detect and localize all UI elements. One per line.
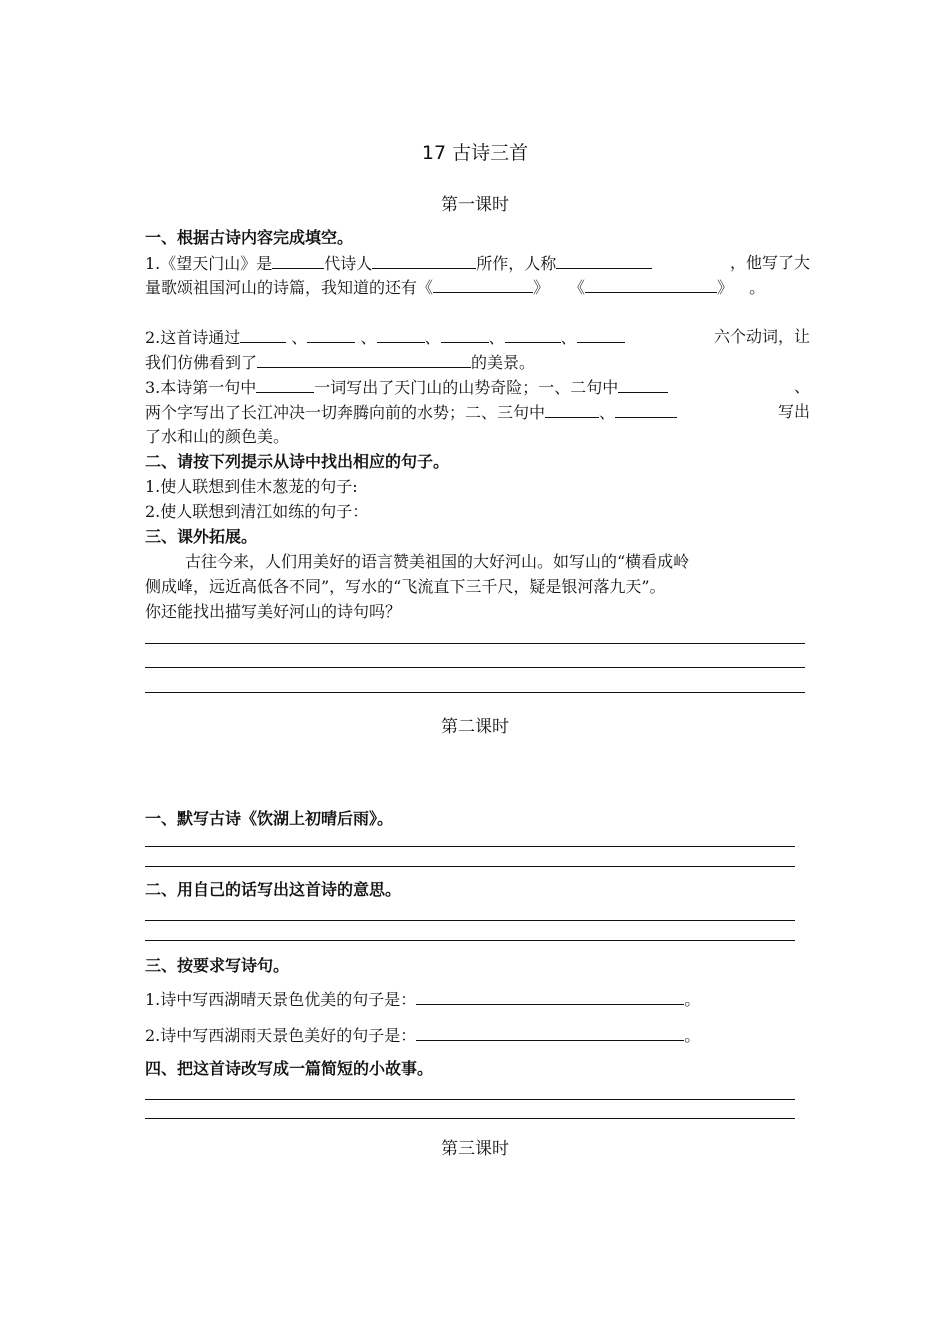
l1-q3-text-f: 写出 [777, 402, 810, 421]
l1-q3-blank-char1[interactable] [618, 374, 668, 393]
l1-s3-paragraph-line3: 你还能找出描写美好河山的诗句吗？ [145, 602, 402, 621]
answer-line[interactable] [145, 940, 795, 941]
l1-q2-blank-3[interactable] [377, 324, 425, 343]
l1-q2-sep: 、 [360, 328, 377, 347]
answer-line[interactable] [145, 920, 795, 921]
l1-q3-text-e: 、 [599, 403, 616, 422]
l2-s3-q1-text: 1.诗中写西湖晴天景色优美的句子是： [145, 990, 417, 1009]
l1-q3-blank-color1[interactable] [545, 399, 599, 418]
l1-q2-blank-6[interactable] [577, 324, 625, 343]
l2-section-3-heading: 三、按要求写诗句。 [145, 956, 290, 975]
l1-q3-text-b: 一词写出了天门山的山势奇险；一、二句中 [314, 378, 619, 397]
l1-s3-paragraph-line1: 古往今来，人们用美好的语言赞美祖国的大好河山。如写山的“横看成岭 [185, 552, 690, 571]
l1-section-3-heading: 三、课外拓展。 [145, 527, 258, 546]
l1-q1-blank-title[interactable] [556, 250, 652, 269]
l1-q2-blank-1[interactable] [240, 324, 286, 343]
l2-s3-q2-blank[interactable] [416, 1022, 684, 1041]
l1-section-2-heading: 二、请按下列提示从诗中找出相应的句子。 [145, 452, 450, 471]
lesson-1-heading: 第一课时 [441, 195, 509, 215]
l1-q2-text-d: 的美景。 [471, 353, 536, 372]
l1-q1-text-g: 《 [569, 278, 586, 297]
l1-q2-sep: 、 [560, 328, 577, 347]
l2-section-1-heading: 一、默写古诗《饮湖上初晴后雨》。 [145, 809, 394, 828]
l2-section-4-heading: 四、把这首诗改写成一篇简短的小故事。 [145, 1059, 434, 1078]
l1-q2-line2 [145, 349, 810, 375]
l1-q1-text-f: 》 [533, 278, 550, 297]
l1-q3-text-g: 了水和山的颜色美。 [145, 427, 290, 446]
l1-s3-paragraph-line2: 侧成峰，远近高低各不同”，写水的“飞流直下三千尺，疑是银河落九天”。 [145, 577, 666, 596]
l1-q2-line1 [145, 324, 810, 350]
l2-s3-q2-end: 。 [684, 1026, 701, 1045]
l1-q1-blank-poet[interactable] [372, 250, 476, 269]
page-title: 17 古诗三首 [421, 142, 529, 164]
answer-line[interactable] [145, 846, 795, 847]
l1-q2-blank-scene[interactable] [257, 349, 471, 368]
l1-q3-text-d: 两个字写出了长江冲决一切奔腾向前的水势；二、三句中 [145, 403, 546, 422]
l1-q2-text-b: 六个动词，让 [713, 327, 810, 346]
l2-s3-q1 [145, 986, 810, 1012]
l1-q1-line2 [145, 274, 810, 300]
l1-q1-line1 [145, 250, 810, 276]
l1-q2-sep: 、 [291, 328, 308, 347]
answer-line[interactable] [145, 1118, 795, 1119]
l2-s3-q2-text: 2.诗中写西湖雨天景色美好的句子是： [145, 1026, 417, 1045]
l1-q3-line2 [145, 399, 810, 425]
l1-q1-text-h: 》 [717, 278, 734, 297]
l2-s3-q2 [145, 1022, 810, 1048]
answer-line[interactable] [145, 866, 795, 867]
l1-q1-blank-poem1[interactable] [433, 274, 533, 293]
l2-s3-q1-end: 。 [684, 990, 701, 1009]
l1-s2-q2: 2.使人联想到清江如练的句子： [145, 502, 369, 521]
l1-q2-text-a: 2.这首诗通过 [145, 328, 241, 347]
l1-q3-blank-color2[interactable] [615, 399, 677, 418]
l1-q1-blank-dynasty[interactable] [272, 250, 324, 269]
l1-q1-text-i: 。 [749, 278, 766, 297]
l1-q1-text-b: 代诗人 [324, 254, 373, 273]
l1-q3-text-a: 3.本诗第一句中 [145, 378, 257, 397]
l1-section-1-heading: 一、根据古诗内容完成填空。 [145, 228, 354, 247]
l1-q3-line1 [145, 374, 810, 400]
l1-q3-text-c: 、 [793, 377, 810, 396]
l1-q2-sep: 、 [488, 328, 505, 347]
l1-q2-text-c: 我们仿佛看到了 [145, 353, 258, 372]
l1-q2-blank-2[interactable] [307, 324, 355, 343]
l2-s3-q1-blank[interactable] [416, 986, 684, 1005]
l1-q1-text-a: 1.《望天门山》是 [145, 254, 273, 273]
answer-line[interactable] [145, 667, 805, 668]
l1-q2-sep: 、 [424, 328, 441, 347]
l1-q2-blank-4[interactable] [441, 324, 489, 343]
l1-s2-q1: 1.使人联想到佳木葱茏的句子: [145, 477, 358, 496]
l2-section-2-heading: 二、用自己的话写出这首诗的意思。 [145, 880, 402, 899]
answer-line[interactable] [145, 643, 805, 644]
lesson-2-heading: 第二课时 [441, 717, 509, 737]
l1-q1-text-e: 量歌颂祖国河山的诗篇，我知道的还有《 [145, 278, 434, 297]
l1-q1-text-d: ，他写了大 [729, 253, 810, 272]
lesson-3-heading: 第三课时 [441, 1139, 509, 1159]
l1-q1-text-c: 所作，人称 [476, 254, 557, 273]
answer-line[interactable] [145, 692, 805, 693]
l1-q3-blank-word[interactable] [256, 374, 314, 393]
l1-q1-blank-poem2[interactable] [585, 274, 717, 293]
answer-line[interactable] [145, 1099, 795, 1100]
l1-q2-blank-5[interactable] [505, 324, 561, 343]
